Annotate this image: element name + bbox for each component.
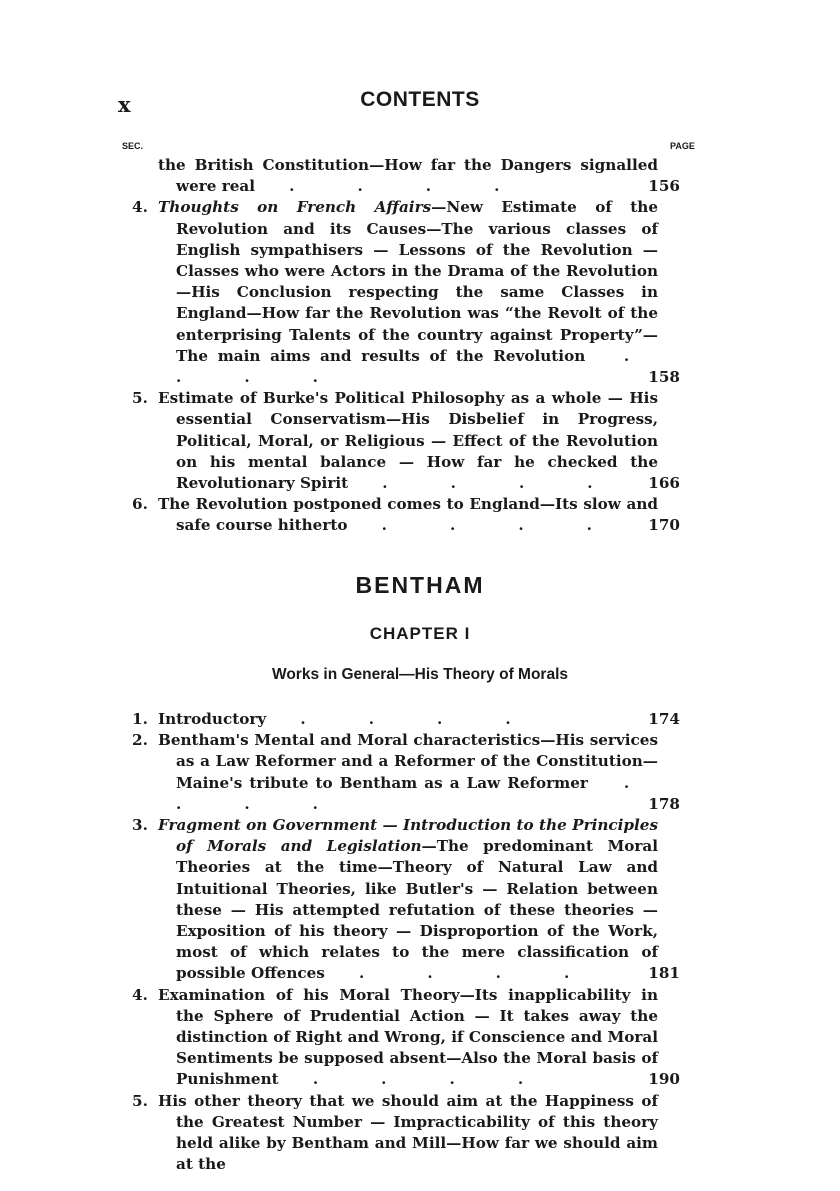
entry-page-number: 181 <box>648 964 680 983</box>
entry-number: 5. <box>132 1091 148 1110</box>
entry-description: Bentham's Mental and Moral characteristics—His services as a Law Reformer and a Reformer of the Constitution—Maine's tribute to Bentham as a Law Reformer <box>158 731 658 792</box>
chapter-heading: CHAPTER I <box>369 624 471 643</box>
entry-page-number: 156 <box>648 177 680 196</box>
toc-entry <box>0 155 840 197</box>
entry-text <box>158 1091 658 1176</box>
section-title: BENTHAM <box>355 572 485 598</box>
toc-entry <box>0 197 840 388</box>
entry-text <box>158 388 658 494</box>
leader-dots: . . . . <box>266 710 540 728</box>
page-column-label: PAGE <box>670 141 695 151</box>
entry-description: —New Estimate of the Revolution and its Causes—The various classes of English sympathisers — Lessons of the Revolution — Classes who were Actors in the Drama of the Revolution—His Conclusion respecting the same Classes in England—How far the Revolution was “the Revolt of the enterprising Talents of the country against Property”—The main aims and results of the Revolution <box>176 198 658 365</box>
page-title: CONTENTS <box>360 88 480 111</box>
entry-text <box>158 155 658 197</box>
entry-number: 3. <box>132 816 148 835</box>
entry-description: The Revolution postponed comes to England—Its slow and safe course hitherto <box>158 495 658 535</box>
toc-part-1 <box>0 155 840 537</box>
leader-dots: . . . . <box>176 773 658 813</box>
leader-dots: . . . . <box>348 474 622 493</box>
toc-entry <box>0 730 840 815</box>
toc-entry <box>0 985 840 1091</box>
entry-description: the British Constitution—How far the Dangers signalled were real <box>158 156 658 196</box>
entry-number: 5. <box>132 389 148 408</box>
entry-page-number: 170 <box>648 516 680 535</box>
leader-dots: . . . . <box>324 964 599 983</box>
entry-number: 4. <box>132 985 148 1004</box>
entry-description: Introductory <box>158 710 267 728</box>
entry-description: —The predominant Moral Theories at the time—Theory of Natural Law and Intuitional Theories, like Butler's — Relation between these — His attempted refutation of these theories — Exposition of his theory — Disproportion of the Work, most of which relates to the mere classification of possible Offences <box>176 837 659 983</box>
entry-italic-title: Thoughts on French Affairs <box>158 198 432 217</box>
entry-number: 4. <box>132 198 148 217</box>
entry-page-number: 190 <box>648 1070 680 1089</box>
entry-italic-title: Fragment on Government — Introduction to the Principles of Morals and Legislation <box>158 816 658 856</box>
entry-page-number: 174 <box>648 710 680 728</box>
entry-number: 6. <box>132 495 148 514</box>
entry-text <box>158 985 658 1091</box>
toc-part-2 <box>0 709 840 1175</box>
entry-description: Examination of his Moral Theory—Its inapplicability in the Sphere of Prudential Action — It takes away the distinction of Right and Wrong, if Conscience and Moral Sentiments be supposed absent—Also the Moral basis of Punishment <box>158 985 658 1089</box>
entry-number: 1. <box>132 710 148 728</box>
entry-number: 2. <box>132 731 148 750</box>
entry-description: His other theory that we should aim at the Happiness of the Greatest Number — Impracticability of this theory held alike by Bentham and Mill—How far we should aim at the <box>158 1091 658 1174</box>
entry-text <box>158 709 658 730</box>
leader-dots: . . . . <box>254 177 529 196</box>
entry-description: Estimate of Burke's Political Philosophy as a whole — His essential Conservatism—His Disbelief in Progress, Political, Moral, or Religious — Effect of the Revolution on his mental balance — How far he checked the Revolutionary Spirit <box>158 389 658 493</box>
toc-entry <box>0 494 840 536</box>
leader-dots: . . . . <box>176 346 658 387</box>
entry-page-number: 178 <box>648 794 680 813</box>
toc-entry <box>0 709 840 730</box>
chapter-subtitle: Works in General—His Theory of Morals <box>271 666 568 683</box>
leader-dots: . . . . <box>347 516 621 535</box>
entry-page-number: 158 <box>648 368 680 387</box>
entry-text <box>158 197 658 388</box>
entry-text <box>158 815 659 985</box>
toc-entry <box>0 815 840 985</box>
entry-text <box>158 494 658 536</box>
toc-entry <box>0 388 840 494</box>
entry-text <box>158 730 658 815</box>
toc-entry <box>0 1091 840 1176</box>
page-number: x <box>118 92 131 117</box>
section-column-label: SEC. <box>122 141 144 151</box>
entry-page-number: 166 <box>648 474 680 493</box>
leader-dots: . . . . <box>278 1070 553 1089</box>
